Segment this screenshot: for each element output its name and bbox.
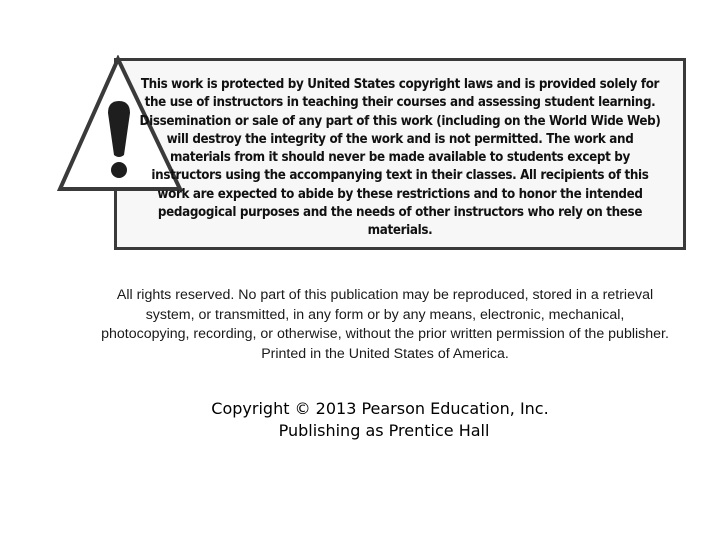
copyright-line: Copyright © 2013 Pearson Education, Inc. <box>211 399 549 418</box>
copyright-notice <box>160 398 600 442</box>
rights-reserved-statement: All rights reserved. No part of this publication may be reproduced, stored in a retrieval system, or transmitted, in any form or by any means, electronic, mechanical, photocopying, recording, or otherwise, without the prior written permission of the publisher. Printed in the United States of America. <box>101 287 669 362</box>
publisher-line: Publishing as Prentice Hall <box>278 421 490 440</box>
copyright-warning-graphic <box>56 55 696 261</box>
copyright-warning-text: This work is protected by United States copyright laws and is provided solely for the use of instructors in teaching their courses and assessing student learning. Dissemination or sale of any part of this work (including on the World Wide Web) will destroy the integrity of the work and is not permitted. The work and materials from it should never be made available to students except by instructors using the accompanying text in their classes. All recipients of this work are expected to abide by these restrictions and to honor the intended pedagogical purposes and the needs of other instructors who rely on these materials. <box>139 77 661 239</box>
